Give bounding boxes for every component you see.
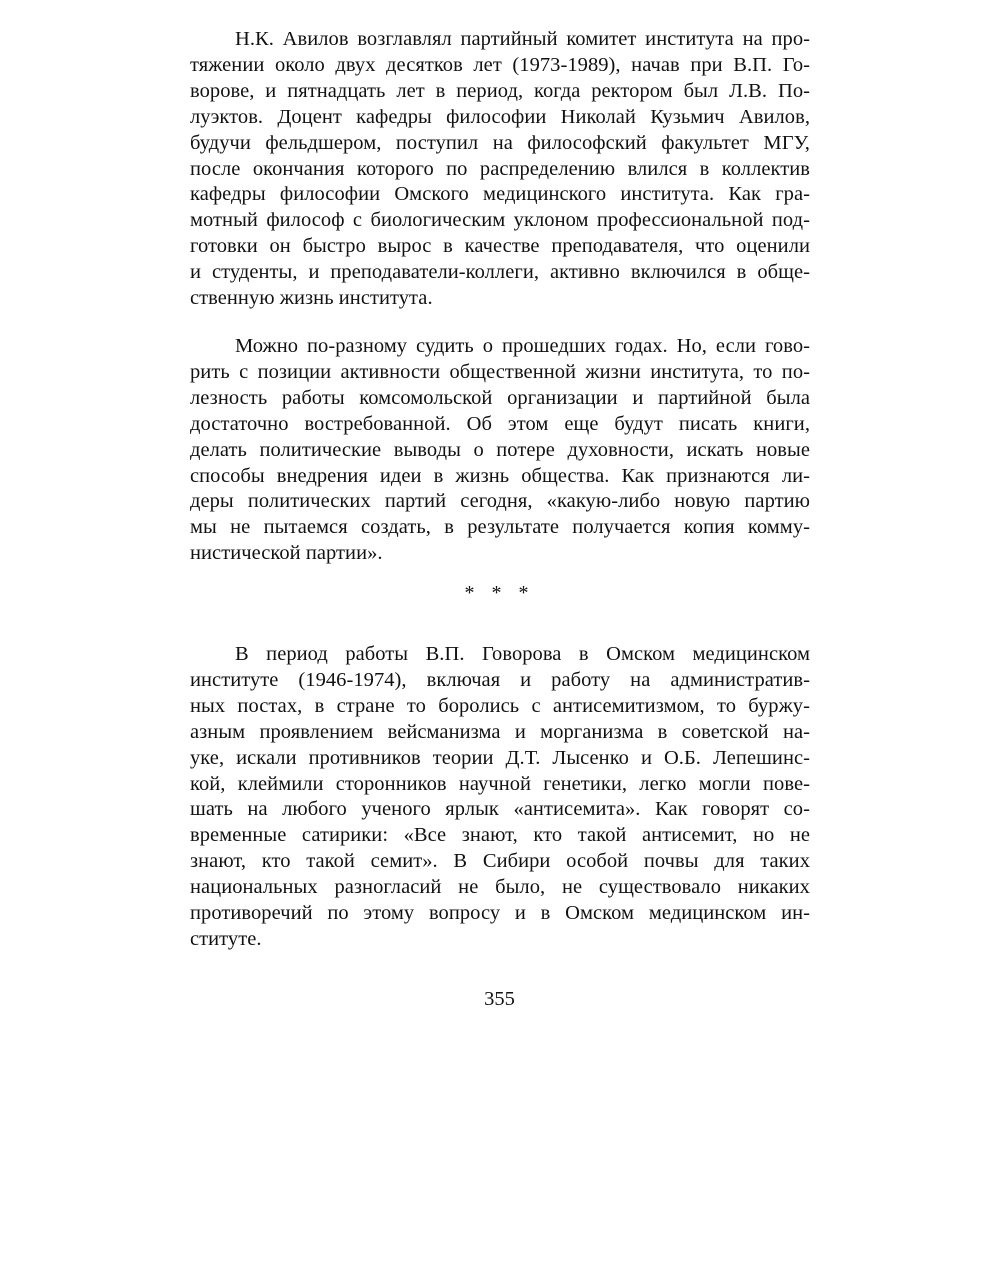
paragraph-line: после окончания которого по распределению влился в коллектив [190, 157, 810, 180]
paragraph-line: ных постах, в стране то боролись с антисемитизмом, то буржу- [190, 694, 810, 717]
paragraph-line: тяжении около двух десятков лет (1973-1989), начав при В.П. Го- [190, 53, 810, 76]
paragraph-line: нистической партии». [190, 542, 383, 565]
paragraph-line: противоречий по этому вопросу и в Омском медицинском ин- [190, 902, 810, 925]
paragraph-line: делать политические выводы о потере духовности, искать новые [190, 438, 810, 461]
paragraph-line: знают, кто такой семит». В Сибири особой почвы для таких [190, 850, 810, 873]
paragraph-line: достаточно востребованной. Об этом еще будут писать книги, [190, 412, 810, 435]
paragraph-line: ституте. [190, 927, 262, 950]
paragraph-line: и студенты, и преподаватели-коллеги, активно включился в обще- [190, 261, 810, 284]
section-separator: * * * [464, 582, 535, 604]
paragraph-line: кой, клеймили сторонников научной генетики, легко могли пове- [190, 772, 810, 795]
paragraph-line: ворове, и пятнадцать лет в период, когда ректором был Л.В. По- [190, 79, 810, 102]
page-number: 355 [484, 988, 515, 1010]
paragraph-line: мотный философ с биологическим уклоном профессиональной под- [190, 209, 810, 232]
paragraph-line: шать на любого ученого ярлык «антисемита». Как говорят со- [190, 798, 810, 821]
paragraph-line: азным проявлением вейсманизма и морганизма в советской на- [190, 720, 810, 743]
paragraph-line: луэктов. Доцент кафедры философии Николай Кузьмич Авилов, [190, 105, 810, 128]
paragraph-line: кафедры философии Омского медицинского института. Как гра- [190, 183, 810, 206]
paragraph-2 [190, 334, 810, 567]
paragraph-line: национальных разногласий не было, не существовало никаких [190, 876, 810, 899]
paragraph-line: готовки он быстро вырос в качестве преподавателя, что оценили [190, 235, 810, 258]
paragraph-line: институте (1946-1974), включая и работу на административ- [190, 668, 810, 691]
paragraph-line: уке, искали противников теории Д.Т. Лысенко и О.Б. Лепешинс- [190, 746, 810, 769]
paragraph-1 [190, 27, 810, 312]
paragraph-line: Можно по-разному судить о прошедших годах. Но, если гово- [235, 335, 810, 357]
paragraph-line: В период работы В.П. Говорова в Омском медицинском [235, 643, 810, 665]
paragraph-line: способы внедрения идеи в жизнь общества. Как признаются ли- [190, 464, 810, 487]
paragraph-line: временные сатирики: «Все знают, кто такой антисемит, но не [190, 824, 810, 847]
paragraph-line: Н.К. Авилов возглавлял партийный комитет института на про- [235, 28, 810, 50]
paragraph-line: деры политических партий сегодня, «какую-либо новую партию [190, 490, 810, 513]
paragraph-line: мы не пытаемся создать, в результате получается копия комму- [190, 516, 810, 539]
paragraph-line: лезность работы комсомольской организации и партийной была [190, 386, 810, 409]
paragraph-line: будучи фельдшером, поступил на философский факультет МГУ, [190, 131, 810, 154]
paragraph-3 [190, 642, 810, 953]
paragraph-line: ственную жизнь института. [190, 287, 433, 310]
paragraph-line: рить с позиции активности общественной жизни института, то по- [190, 360, 810, 383]
